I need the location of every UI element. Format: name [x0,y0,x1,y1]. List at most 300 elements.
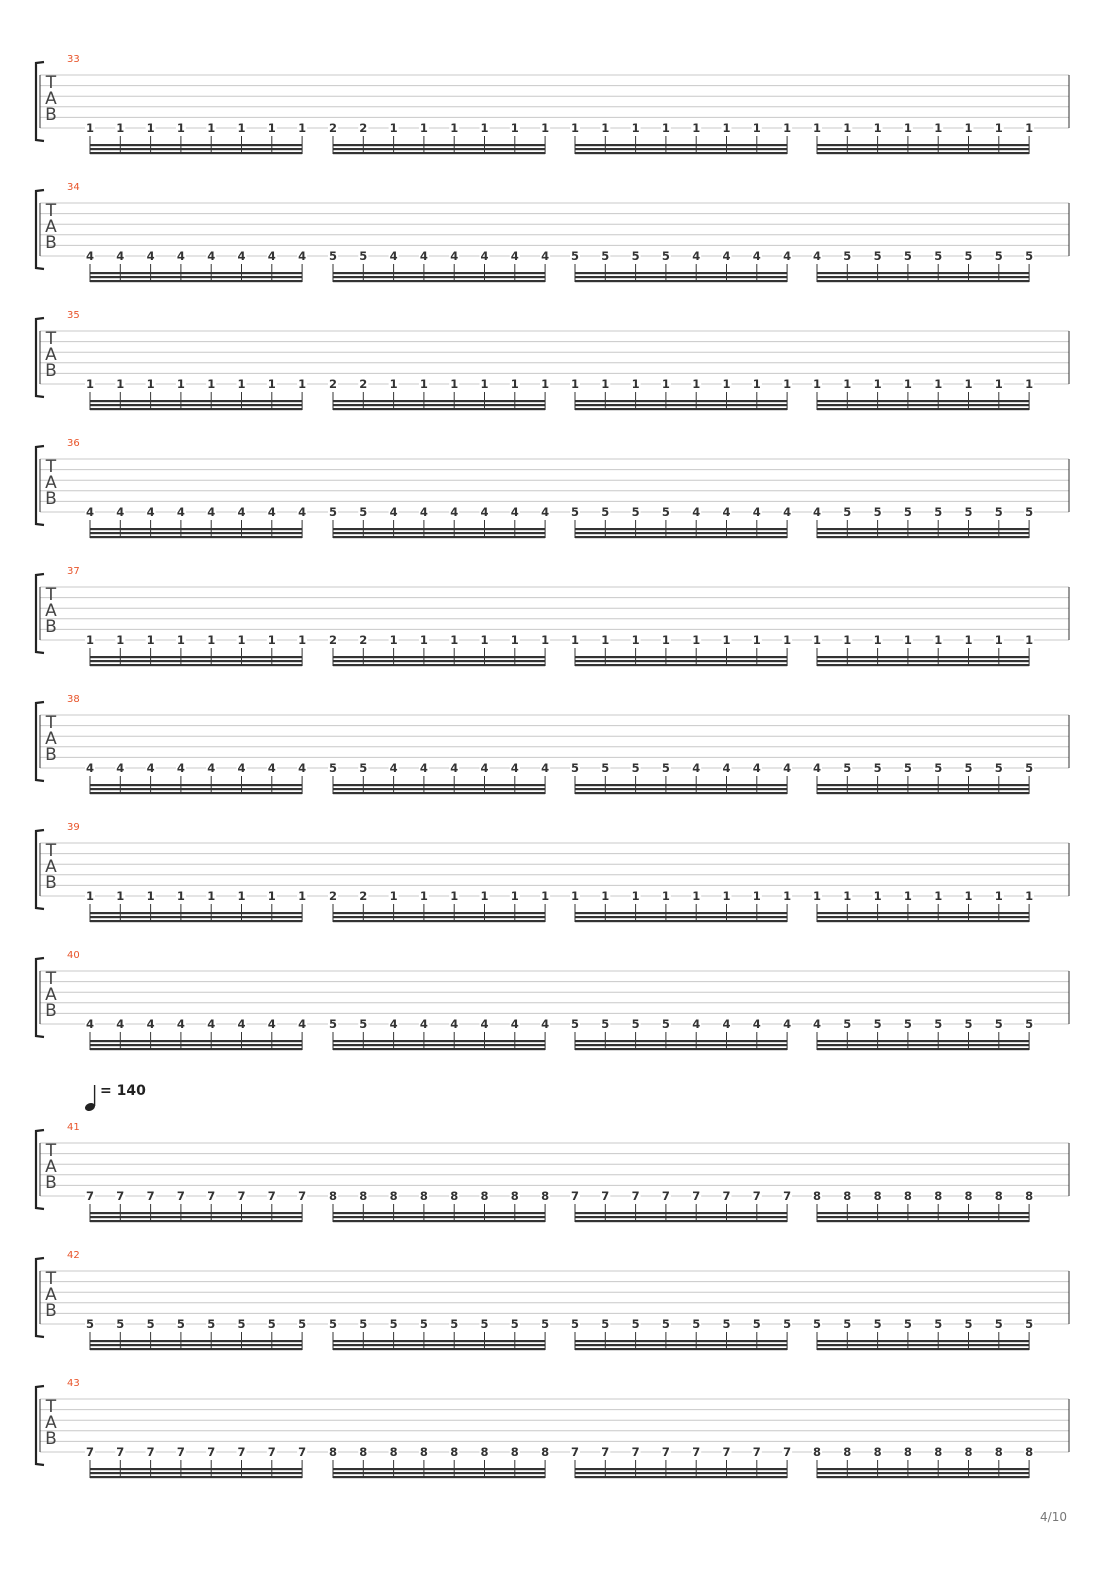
beam [575,1212,787,1214]
beat-group [85,1317,307,1350]
fret-number: 5 [359,1017,368,1031]
fret-number: 5 [812,1317,822,1331]
fret-number: 7 [267,1189,276,1203]
fret-number: 1 [207,633,216,647]
beam [817,1216,1029,1218]
fret-number: 4 [267,1017,276,1031]
fret-number: 1 [1025,121,1034,135]
fret-number: 7 [570,1189,580,1203]
fret-number: 7 [237,1445,246,1459]
fret-number: 1 [601,377,610,391]
fret-number: 5 [267,1317,276,1331]
fret-number: 5 [419,1317,428,1331]
beam [575,408,787,410]
measure-number: 39 [67,822,80,833]
beam [817,1212,1029,1214]
fret-number: 4 [146,1017,155,1031]
fret-number: 1 [873,377,882,391]
fret-number: 4 [752,1017,761,1031]
beat-group [328,1017,550,1050]
fret-number: 4 [298,249,307,263]
fret-number: 5 [994,1017,1003,1031]
beat-group [328,377,550,410]
fret-number: 4 [812,505,822,519]
tab-clef-letter: A [45,1285,57,1305]
beat-group [328,889,550,922]
fret-number: 4 [298,1017,307,1031]
beam [575,532,787,534]
fret-number: 5 [601,1317,610,1331]
beam [333,1040,545,1042]
beam [90,916,302,918]
beat-group [812,1017,1034,1050]
beam [575,1344,787,1346]
beam [90,532,302,534]
fret-number: 1 [1025,633,1034,647]
beam [575,1044,787,1046]
beam [575,784,787,786]
beam [817,920,1029,922]
fret-number: 5 [359,249,368,263]
fret-number: 4 [389,1017,398,1031]
fret-number: 8 [843,1445,852,1459]
fret-number: 7 [267,1445,276,1459]
beam [333,920,545,922]
fret-number: 5 [934,1317,943,1331]
beam [817,280,1029,282]
fret-number: 1 [237,889,246,903]
tab-clef-letter: T [45,457,57,477]
beam [90,656,302,658]
tab-clef-letter: B [45,1001,57,1021]
fret-number: 1 [480,121,489,135]
fret-number: 1 [964,121,973,135]
beat-group [328,249,550,282]
fret-number: 8 [450,1189,459,1203]
fret-number: 5 [934,761,943,775]
fret-number: 7 [207,1189,216,1203]
fret-number: 7 [692,1189,701,1203]
beat-group [85,505,307,538]
fret-number: 4 [722,505,731,519]
fret-number: 1 [207,889,216,903]
fret-number: 1 [510,633,519,647]
beat-group [85,1017,307,1050]
fret-number: 1 [541,633,550,647]
fret-number: 1 [631,121,640,135]
fret-number: 1 [601,121,610,135]
fret-number: 5 [843,761,852,775]
beam [575,660,787,662]
fret-number: 1 [570,633,580,647]
fret-number: 5 [661,249,670,263]
fret-number: 5 [843,505,852,519]
fret-number: 4 [237,505,246,519]
fret-number: 1 [722,889,731,903]
fret-number: 1 [570,377,580,391]
fret-number: 5 [873,1317,882,1331]
fret-number: 4 [207,761,216,775]
fret-number: 8 [1025,1189,1034,1203]
fret-number: 5 [1025,249,1034,263]
beam [333,408,545,410]
fret-number: 5 [631,761,640,775]
fret-number: 1 [298,121,307,135]
fret-number: 1 [964,377,973,391]
beam [575,1340,787,1342]
fret-number: 5 [601,1017,610,1031]
fret-number: 5 [964,1017,973,1031]
fret-number: 1 [1025,377,1034,391]
fret-number: 8 [994,1445,1003,1459]
beam [817,1340,1029,1342]
staff-system [36,1250,1069,1350]
beat-group [570,633,792,666]
fret-number: 7 [722,1445,731,1459]
beam [575,1040,787,1042]
beam [817,1040,1029,1042]
fret-number: 7 [146,1189,155,1203]
fret-number: 1 [812,889,822,903]
fret-number: 1 [873,633,882,647]
fret-number: 4 [389,505,398,519]
beam [333,1212,545,1214]
beam [333,528,545,530]
fret-number: 5 [1025,1017,1034,1031]
beat-group [812,377,1034,410]
fret-number: 8 [389,1189,398,1203]
beam [90,152,302,154]
fret-number: 4 [176,249,185,263]
tab-clef-letter: B [45,1173,57,1193]
fret-number: 5 [934,505,943,519]
fret-number: 5 [480,1317,489,1331]
beam [817,272,1029,274]
fret-number: 4 [176,761,185,775]
beam [817,1044,1029,1046]
beat-group [328,505,550,538]
fret-number: 1 [601,633,610,647]
fret-number: 5 [994,505,1003,519]
beam [90,404,302,406]
fret-number: 4 [389,249,398,263]
fret-number: 7 [116,1189,125,1203]
fret-number: 1 [1025,889,1034,903]
beam [575,528,787,530]
fret-number: 8 [359,1445,368,1459]
fret-number: 1 [903,889,912,903]
fret-number: 8 [873,1445,882,1459]
fret-number: 1 [843,889,852,903]
beam [575,148,787,150]
fret-number: 1 [146,889,155,903]
fret-number: 1 [661,377,670,391]
beam [90,148,302,150]
beam [817,784,1029,786]
beat-group [328,1189,550,1222]
fret-number: 7 [298,1445,307,1459]
beam [817,664,1029,666]
tab-clef-letter: A [45,89,57,109]
beam [817,536,1029,538]
beam [333,912,545,914]
fret-number: 4 [541,249,550,263]
fret-number: 1 [176,633,185,647]
fret-number: 4 [298,505,307,519]
fret-number: 1 [661,633,670,647]
tab-clef-letter: A [45,1157,57,1177]
beam [333,916,545,918]
fret-number: 8 [934,1445,943,1459]
beam [817,528,1029,530]
fret-number: 1 [480,377,489,391]
beam [333,792,545,794]
measure-number: 34 [67,182,80,193]
fret-number: 5 [328,1317,338,1331]
fret-number: 1 [85,889,95,903]
beat-group [812,1317,1034,1350]
fret-number: 1 [419,377,428,391]
beam [333,1472,545,1474]
fret-number: 1 [722,121,731,135]
fret-number: 5 [570,761,580,775]
beam [575,916,787,918]
fret-number: 4 [692,761,701,775]
beam [333,1044,545,1046]
fret-number: 1 [692,633,701,647]
tab-clef-letter: T [45,585,57,605]
fret-number: 2 [359,889,368,903]
fret-number: 4 [176,505,185,519]
beam [575,1476,787,1478]
staff-system [36,54,1069,154]
beam [575,152,787,154]
fret-number: 4 [450,505,459,519]
tab-clef-letter: T [45,201,57,221]
beam [90,276,302,278]
fret-number: 1 [207,121,216,135]
fret-number: 8 [480,1445,489,1459]
fret-number: 4 [480,1017,489,1031]
fret-number: 7 [298,1189,307,1203]
beat-group [812,1189,1034,1222]
beam [817,152,1029,154]
beam [817,400,1029,402]
fret-number: 4 [116,1017,125,1031]
fret-number: 4 [510,761,519,775]
beam [90,664,302,666]
beam [575,276,787,278]
fret-number: 4 [480,249,489,263]
fret-number: 4 [207,249,216,263]
staff-system [36,694,1069,794]
fret-number: 5 [903,505,912,519]
fret-number: 4 [783,505,792,519]
beam [817,408,1029,410]
fret-number: 4 [237,761,246,775]
fret-number: 1 [631,889,640,903]
tab-clef-letter: A [45,857,57,877]
beat-group [85,633,307,666]
fret-number: 1 [146,121,155,135]
fret-number: 4 [146,249,155,263]
beam [817,1344,1029,1346]
fret-number: 5 [873,249,882,263]
fret-number: 7 [85,1189,95,1203]
tab-clef-letter: A [45,345,57,365]
fret-number: 5 [116,1317,125,1331]
beam [90,408,302,410]
beam [817,144,1029,146]
beat-group [570,121,792,154]
fret-number: 5 [964,249,973,263]
fret-number: 1 [692,377,701,391]
fret-number: 5 [298,1317,307,1331]
fret-number: 5 [964,505,973,519]
tab-clef-letter: A [45,217,57,237]
tab-clef-letter: A [45,473,57,493]
fret-number: 5 [570,1317,580,1331]
beam [817,1048,1029,1050]
beat-group [812,761,1034,794]
fret-number: 1 [873,121,882,135]
tab-clef-letter: B [45,1429,57,1449]
beat-group [570,1189,792,1222]
fret-number: 5 [1025,1317,1034,1331]
fret-number: 1 [692,121,701,135]
fret-number: 7 [570,1445,580,1459]
fret-number: 1 [843,633,852,647]
fret-number: 5 [843,1317,852,1331]
fret-number: 2 [359,121,368,135]
staff-system [36,310,1069,410]
beam [817,912,1029,914]
fret-number: 7 [783,1189,792,1203]
tab-clef-letter: B [45,873,57,893]
beat-group [812,889,1034,922]
fret-number: 1 [510,121,519,135]
fret-number: 8 [510,1445,519,1459]
fret-number: 8 [328,1189,338,1203]
beat-group [570,1017,792,1050]
fret-number: 1 [541,889,550,903]
beam [90,792,302,794]
fret-number: 5 [510,1317,519,1331]
beat-group [812,505,1034,538]
fret-number: 4 [237,1017,246,1031]
fret-number: 4 [116,249,125,263]
fret-number: 1 [389,377,398,391]
fret-number: 1 [510,377,519,391]
fret-number: 5 [934,1017,943,1031]
fret-number: 5 [903,1317,912,1331]
fret-number: 4 [267,761,276,775]
measure-number: 41 [67,1122,80,1133]
beam [575,536,787,538]
measure-number: 42 [67,1250,80,1261]
fret-number: 1 [116,377,125,391]
fret-number: 1 [389,633,398,647]
fret-number: 4 [692,505,701,519]
tab-clef-letter: A [45,601,57,621]
fret-number: 1 [722,377,731,391]
fret-number: 8 [994,1189,1003,1203]
fret-number: 1 [116,889,125,903]
fret-number: 5 [601,505,610,519]
fret-number: 4 [419,249,428,263]
fret-number: 7 [692,1445,701,1459]
fret-number: 7 [176,1445,185,1459]
fret-number: 1 [661,889,670,903]
fret-number: 1 [903,121,912,135]
fret-number: 5 [964,761,973,775]
fret-number: 4 [510,505,519,519]
tab-clef-letter: B [45,1301,57,1321]
fret-number: 5 [570,1017,580,1031]
fret-number: 7 [752,1189,761,1203]
fret-number: 4 [85,505,95,519]
beam [333,532,545,534]
fret-number: 1 [903,633,912,647]
staff-system [36,566,1069,666]
fret-number: 4 [541,761,550,775]
staff-system [36,822,1069,922]
beam [575,664,787,666]
fret-number: 5 [661,1317,670,1331]
fret-number: 7 [146,1445,155,1459]
measure-number: 33 [67,54,80,65]
fret-number: 1 [450,889,459,903]
fret-number: 1 [812,121,822,135]
fret-number: 1 [85,633,95,647]
fret-number: 5 [722,1317,731,1331]
beat-group [328,1445,550,1478]
beam [575,912,787,914]
beam [90,528,302,530]
fret-number: 4 [298,761,307,775]
fret-number: 7 [85,1445,95,1459]
beam [575,788,787,790]
staff-system [36,438,1069,538]
beam [333,280,545,282]
beam [90,1044,302,1046]
fret-number: 1 [783,121,792,135]
beam [575,1468,787,1470]
beat-group [570,889,792,922]
staff-system [36,182,1069,282]
beat-group [570,1445,792,1478]
beam [333,400,545,402]
page-number: 4/10 [1040,1510,1067,1524]
fret-number: 4 [389,761,398,775]
fret-number: 1 [207,377,216,391]
beat-group [328,121,550,154]
fret-number: 7 [116,1445,125,1459]
fret-number: 5 [1025,505,1034,519]
fret-number: 1 [752,889,761,903]
beam [817,1468,1029,1470]
beam [575,1048,787,1050]
fret-number: 1 [419,121,428,135]
fret-number: 4 [783,249,792,263]
beam [575,280,787,282]
beam [333,788,545,790]
fret-number: 1 [994,889,1003,903]
beat-group [85,1445,307,1478]
fret-number: 4 [510,249,519,263]
fret-number: 1 [994,121,1003,135]
fret-number: 5 [631,1317,640,1331]
